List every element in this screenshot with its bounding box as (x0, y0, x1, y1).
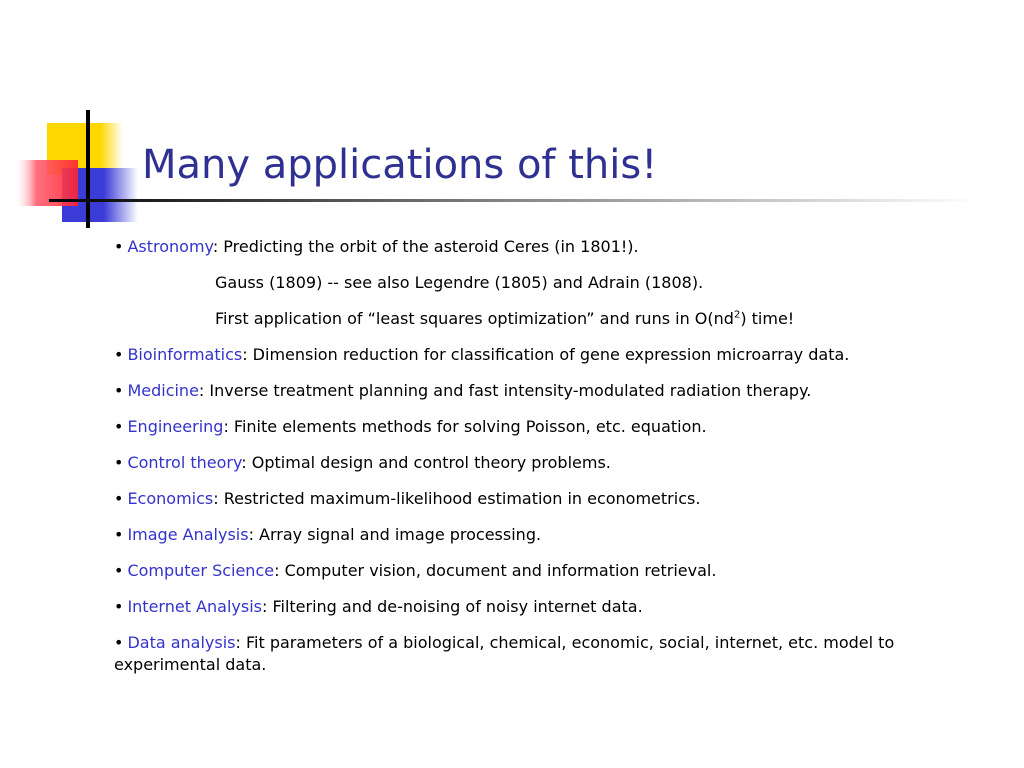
list-item-engineering (114, 416, 988, 438)
list-item-image-analysis (114, 524, 988, 546)
item-term: Computer Science (127, 561, 275, 580)
astronomy-subline-1 (114, 272, 988, 294)
decorative-logo (0, 0, 1024, 240)
item-term: Data analysis (127, 633, 236, 652)
bullet-icon: • (114, 489, 124, 508)
list-item-computer-science (114, 560, 988, 582)
bullet-icon: • (114, 381, 124, 400)
slide-title: Many applications of this! (142, 142, 658, 188)
subline-text-post: ) time! (740, 309, 795, 328)
title-underline (49, 199, 979, 202)
item-description: : Computer vision, document and information retrieval. (274, 561, 717, 580)
item-term: Bioinformatics (127, 345, 243, 364)
item-description: : Filtering and de-noising of noisy internet data. (261, 597, 643, 616)
item-term: Control theory (127, 453, 242, 472)
list-item-economics (114, 488, 988, 510)
item-description: : Predicting the orbit of the asteroid Ceres (in 1801!). (212, 237, 639, 256)
item-term: Internet Analysis (127, 597, 262, 616)
bullet-icon: • (114, 597, 124, 616)
item-term: Engineering (127, 417, 224, 436)
item-description: : Inverse treatment planning and fast intensity-modulated radiation therapy. (198, 381, 812, 400)
item-term: Astronomy (127, 237, 213, 256)
list-item-medicine (114, 380, 988, 402)
item-description: : Dimension reduction for classification of gene expression microarray data. (242, 345, 850, 364)
bullet-icon: • (114, 237, 124, 256)
list-item-control-theory (114, 452, 988, 474)
list-item-bioinformatics (114, 344, 988, 366)
subline-superscript: 2 (733, 309, 741, 321)
item-term: Image Analysis (127, 525, 249, 544)
bullet-list (114, 236, 988, 690)
bullet-icon: • (114, 633, 124, 652)
list-item-astronomy (114, 236, 988, 258)
bullet-icon: • (114, 417, 124, 436)
list-item-data-analysis (114, 632, 988, 676)
bullet-icon: • (114, 345, 124, 364)
item-description: : Restricted maximum-likelihood estimation in econometrics. (213, 489, 701, 508)
bullet-icon: • (114, 525, 124, 544)
logo-vertical-line (86, 110, 90, 228)
subline-text-pre: First application of “least squares optimization” and runs in O(nd (215, 309, 734, 328)
item-description: : Fit parameters of a biological, chemical, economic, social, internet, etc. model to experimental data. (114, 633, 895, 674)
item-description: : Array signal and image processing. (248, 525, 542, 544)
item-term: Medicine (127, 381, 199, 400)
bullet-icon: • (114, 453, 124, 472)
bullet-icon: • (114, 561, 124, 580)
item-description: : Optimal design and control theory problems. (241, 453, 611, 472)
list-item-internet-analysis (114, 596, 988, 618)
item-term: Economics (127, 489, 214, 508)
item-description: : Finite elements methods for solving Poisson, etc. equation. (223, 417, 707, 436)
subline-text: Gauss (1809) -- see also Legendre (1805) and Adrain (1808). (215, 273, 704, 292)
astronomy-subline-2 (114, 308, 988, 330)
